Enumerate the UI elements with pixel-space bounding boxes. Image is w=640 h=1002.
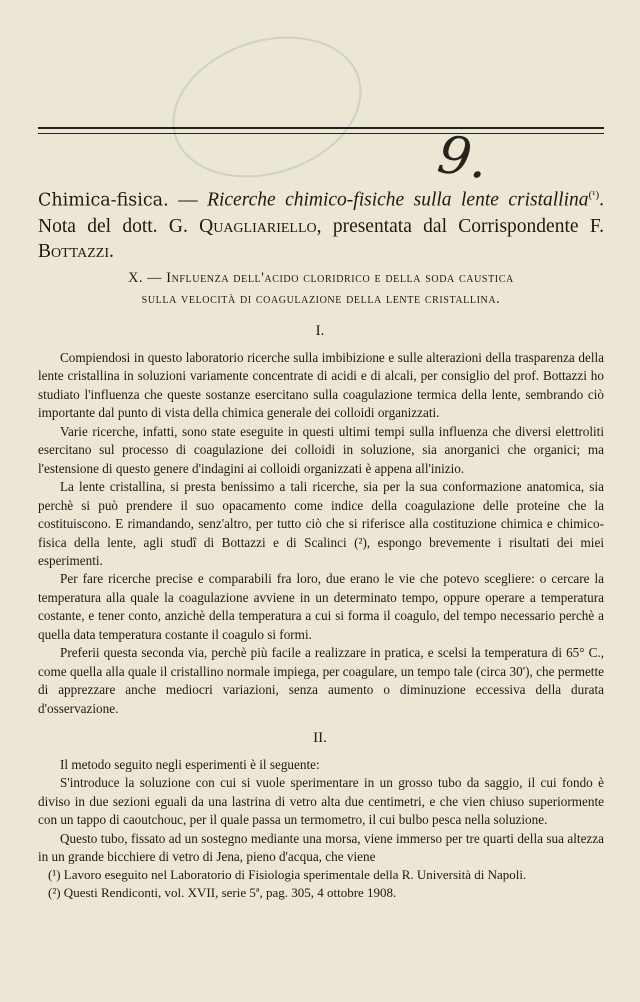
header-rule-thin <box>38 133 604 134</box>
note-title-line-2: sulla velocità di coagulazione della lente cristallina. <box>141 291 501 307</box>
footnote-ref: (¹) <box>588 189 600 201</box>
author-name: Quagliariello <box>199 215 317 237</box>
section-numeral-1: I. <box>315 323 325 339</box>
paragraph: Varie ricerche, infatti, sono state eseguite in questi ultimi tempi sulla influenza che diversi elettroliti esercitano sul processo di coagulazione dei colloidi in soluzione, sia anorganici che organici; ma l'estensione di questo genere d'indagini ai colloidi organizzati è appena all'inizio. <box>38 423 604 476</box>
paragraph: Preferii questa seconda via, perchè più facile a realizzare in pratica, e scelsi la temperatura di 65° C., come quella alla quale il cristallino normale impiega, per coagulare, un tempo tale (circa 30'), che permette di apprezzare anche mediocri variazioni, senza aumento o diminuzione eccessiva della durata d'osservazione. <box>38 645 604 716</box>
section-1-body <box>38 349 604 718</box>
section-2-body <box>38 756 604 867</box>
paragraph: Il metodo seguito negli esperimenti è il seguente: <box>60 757 320 772</box>
paragraph: Per fare ricerche precise e comparabili fra loro, due erano le vie che potevo scegliere: o cercare la temperatura alla quale la coagulazione avviene in un determinato tempo, oppure operare a temperatura costante, e tener conto, anzichè della temperatura a cui si forma il coagulo, del tempo necessario perchè a quella data temperatura costante il coagulo si formi. <box>38 571 604 642</box>
paragraph: S'introduce la soluzione con cui si vuole sperimentare in un grosso tubo da saggio, il cui fondo è diviso in due sezioni eguali da una lastrina di vetro alta due centimetri, e che vien chiuso superiormente con un tappo di caoutchouc, per il quale passa un termometro, il cui bulbo pesca nella soluzione. <box>38 775 604 828</box>
paragraph: Questo tubo, fissato ad un sostegno mediante una morsa, viene immerso per tre quarti della sua altezza in un grande bicchiere di vetro di Jena, pieno d'acqua, che viene <box>38 830 604 865</box>
footnote: (²) Questi Rendiconti, vol. XVII, serie 5ª, pag. 305, 4 ottobre 1908. <box>48 884 397 900</box>
heading-dash: — <box>178 189 198 211</box>
article-heading <box>38 183 604 264</box>
heading-text-1: . Nota del dott. G. <box>38 189 605 237</box>
section-numeral-2: II. <box>313 730 327 746</box>
header-rule-thick <box>38 127 604 129</box>
library-stamp <box>154 13 380 200</box>
paragraph: La lente cristallina, si presta benissimo a tali ricerche, sia per la sua conformazione anatomica, sia perchè si può prendere il suo opacamento come indice della coagulazione delle proteine che la costituiscono. E rimandando, senz'altro, per tutto ciò che si riferisce alla costituzione chimica e chimico-fisica della lente, agli studî di Bottazzi e di Scalinci (²), espongo brevemente i risultati dei miei esperimenti. <box>38 479 604 568</box>
footnote: (¹) Lavoro eseguito nel Laboratorio di Fisiologia sperimentale della R. Università di Napoli. <box>48 867 527 882</box>
article-title: Ricerche chimico-fisiche sulla lente cristallina <box>207 189 589 211</box>
heading-text-2: , presentata dal Corrispondente F. <box>316 215 604 237</box>
paragraph: Compiendosi in questo laboratorio ricerche sulla imbibizione e sulle alterazioni della trasparenza della lente cristallina in soluzioni variamente concentrate di acidi e di alcali, per consiglio del prof. Bottazzi ho studiato l'influenza che queste sostanze esercitano sulla coagulazione termica della lente, sembrando ciò importante dal punto di vista della chimica generale dei colloidi organizzati. <box>38 350 604 421</box>
section-label: Chimica-fisica. <box>38 190 169 211</box>
heading-end: . <box>108 240 114 262</box>
presenter-name: Bottazzi <box>38 240 109 262</box>
footnotes <box>38 866 604 901</box>
handwritten-number: 9. <box>434 124 492 192</box>
note-title <box>38 268 604 310</box>
note-title-line-1: X. — Influenza dell'acido cloridrico e della soda caustica <box>128 270 514 286</box>
